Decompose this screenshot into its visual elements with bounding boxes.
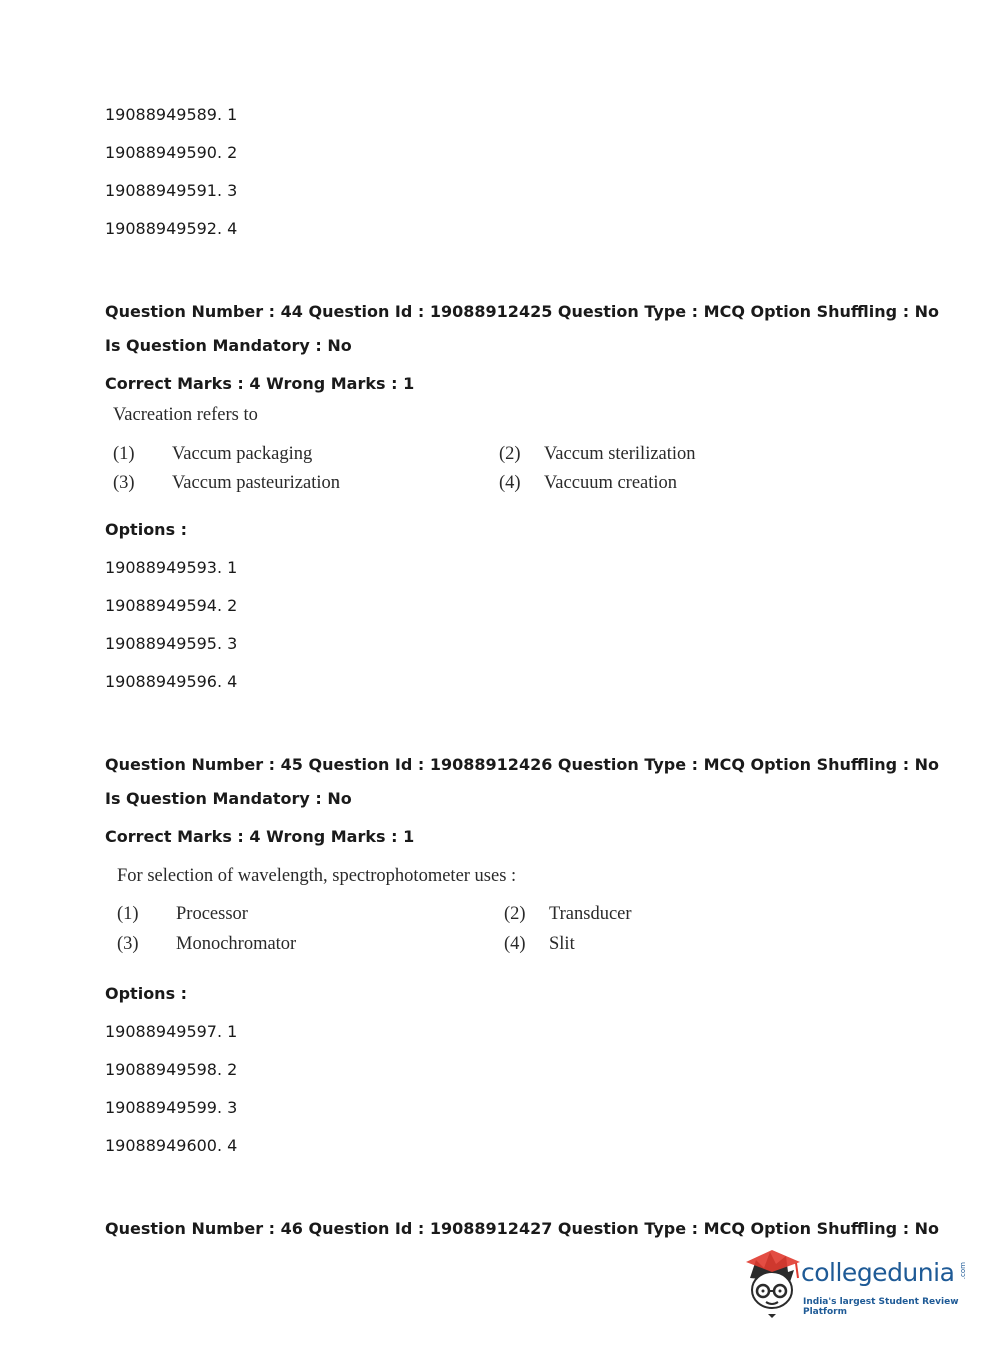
options-label: Options :: [105, 984, 188, 1003]
question-mandatory: Is Question Mandatory : No: [105, 336, 352, 355]
question-header: Question Number : 44 Question Id : 19088912425 Question Type : MCQ Option Shuffling : No: [105, 302, 940, 321]
question-stem: Vacreation refers to: [113, 405, 258, 425]
option-line: 19088949590. 2: [105, 143, 238, 162]
question-header: Question Number : 45 Question Id : 19088912426 Question Type : MCQ Option Shuffling : No: [105, 755, 940, 774]
option-line: 19088949596. 4: [105, 672, 238, 691]
choice-number: (2): [504, 904, 526, 924]
logo-suffix: .com: [959, 1262, 967, 1280]
choice-number: (4): [504, 934, 526, 954]
question-header: Question Number : 46 Question Id : 19088912427 Question Type : MCQ Option Shuffling : No: [105, 1219, 940, 1238]
option-line: 19088949599. 3: [105, 1098, 238, 1117]
choice-text: Transducer: [549, 904, 632, 924]
question-stem: For selection of wavelength, spectrophotometer uses :: [117, 866, 517, 886]
logo-tagline: India's largest Student Review Platform: [803, 1297, 959, 1317]
choice-number: (2): [499, 444, 521, 464]
option-line: 19088949595. 3: [105, 634, 238, 653]
option-line: 19088949591. 3: [105, 181, 238, 200]
collegedunia-logo: [742, 1248, 972, 1320]
choice-number: (4): [499, 473, 521, 493]
logo-wordmark: collegedunia: [801, 1258, 955, 1287]
choice-text: Processor: [176, 904, 248, 924]
option-line: 19088949593. 1: [105, 558, 238, 577]
option-line: 19088949598. 2: [105, 1060, 238, 1079]
option-line: 19088949594. 2: [105, 596, 238, 615]
option-line: 19088949592. 4: [105, 219, 238, 238]
question-marks: Correct Marks : 4 Wrong Marks : 1: [105, 374, 415, 393]
question-mandatory: Is Question Mandatory : No: [105, 789, 352, 808]
choice-number: (1): [113, 444, 135, 464]
question-marks: Correct Marks : 4 Wrong Marks : 1: [105, 827, 415, 846]
choice-text: Vaccuum creation: [544, 473, 678, 493]
choice-text: Vaccum sterilization: [544, 444, 696, 464]
choice-number: (1): [117, 904, 139, 924]
option-line: 19088949597. 1: [105, 1022, 238, 1041]
choice-text: Monochromator: [176, 934, 297, 954]
choice-text: Vaccum packaging: [172, 444, 313, 464]
choice-number: (3): [113, 473, 135, 493]
option-line: 19088949589. 1: [105, 105, 238, 124]
option-line: 19088949600. 4: [105, 1136, 238, 1155]
choice-number: (3): [117, 934, 139, 954]
choice-text: Vaccum pasteurization: [172, 473, 340, 493]
mascot-icon: [742, 1248, 802, 1320]
options-label: Options :: [105, 520, 188, 539]
choice-text: Slit: [549, 934, 575, 954]
